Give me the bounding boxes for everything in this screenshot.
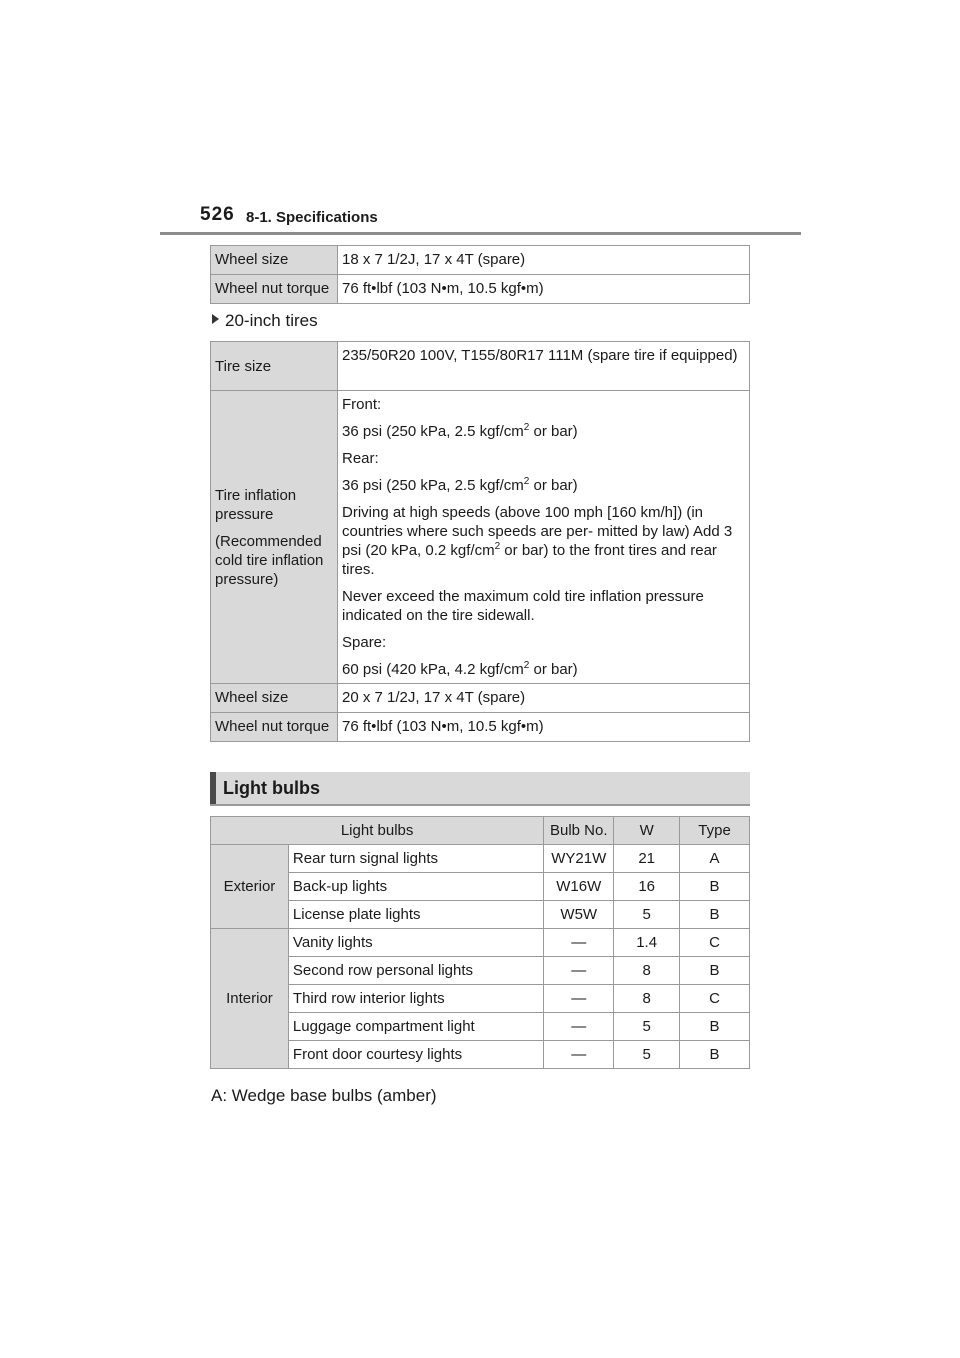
bulb-watts: 1.4 bbox=[614, 929, 680, 957]
bulb-watts: 8 bbox=[614, 985, 680, 1013]
bulb-number: — bbox=[544, 929, 614, 957]
tire-inflation-value bbox=[338, 391, 750, 684]
bulb-type: C bbox=[680, 985, 750, 1013]
high-speed-note: Driving at high speeds (above 100 mph [160 km/h]) (in countries where such speeds are per- mitted by law) Add 3 psi (20 kPa, 0.2 kgf/$cm^2$ or bar) to the front tires and rear tires. bbox=[342, 504, 733, 578]
bulb-name: Front door courtesy lights bbox=[288, 1041, 543, 1069]
group-exterior: Exterior bbox=[211, 845, 289, 929]
tire-inflation-label-line1: Tire inflation pressure bbox=[215, 486, 297, 523]
tire-inflation-label-line2: (Recommended cold tire inflation pressure) bbox=[215, 532, 324, 588]
tires-20-heading bbox=[212, 311, 318, 331]
bulb-name: License plate lights bbox=[288, 901, 543, 929]
wheel-size-label: Wheel size bbox=[211, 684, 338, 713]
bulb-type: B bbox=[680, 1013, 750, 1041]
wheel-nut-torque-value: 76 ft•lbf (103 N•m, 10.5 kgf•m) bbox=[338, 713, 750, 742]
wheel-size-value: 20 x 7 1/2J, 17 x 4T (spare) bbox=[338, 684, 750, 713]
bulb-watts: 16 bbox=[614, 873, 680, 901]
bulb-type: B bbox=[680, 1041, 750, 1069]
table-row bbox=[211, 845, 750, 873]
bulb-name: Third row interior lights bbox=[288, 985, 543, 1013]
section-title: 8-1. Specifications bbox=[246, 209, 378, 226]
bulb-number: WY21W bbox=[544, 845, 614, 873]
bulb-name: Second row personal lights bbox=[288, 957, 543, 985]
bulb-type: C bbox=[680, 929, 750, 957]
rear-pressure: 36 psi (250 kPa, 2.5 kgf/$cm^2$ or bar) bbox=[342, 476, 578, 494]
table-row bbox=[211, 873, 750, 901]
wheel-nut-torque-label: Wheel nut torque bbox=[211, 275, 338, 304]
bulb-watts: 5 bbox=[614, 901, 680, 929]
bulb-watts: 21 bbox=[614, 845, 680, 873]
bulb-type: A bbox=[680, 845, 750, 873]
table-row bbox=[211, 929, 750, 957]
table-row bbox=[211, 684, 750, 713]
table-row bbox=[211, 1041, 750, 1069]
bulb-number: — bbox=[544, 957, 614, 985]
wheel-nut-torque-value: 76 ft•lbf (103 N•m, 10.5 kgf•m) bbox=[338, 275, 750, 304]
bulb-type: B bbox=[680, 873, 750, 901]
col-header-w: W bbox=[614, 817, 680, 845]
col-header-type: Type bbox=[680, 817, 750, 845]
table-row bbox=[211, 342, 750, 391]
bulb-number: — bbox=[544, 1041, 614, 1069]
bulb-watts: 5 bbox=[614, 1013, 680, 1041]
light-bulbs-table bbox=[210, 816, 750, 1069]
table-header-row bbox=[211, 817, 750, 845]
bulb-watts: 5 bbox=[614, 1041, 680, 1069]
table-row bbox=[211, 391, 750, 684]
never-exceed-note: Never exceed the maximum cold tire inflation pressure indicated on the tire sidewall. bbox=[342, 588, 704, 624]
bulb-type: B bbox=[680, 901, 750, 929]
page-number: 526 bbox=[200, 204, 235, 225]
bulb-number: W16W bbox=[544, 873, 614, 901]
front-label: Front: bbox=[342, 396, 382, 413]
col-header-light-bulbs: Light bulbs bbox=[211, 817, 544, 845]
bulb-watts: 8 bbox=[614, 957, 680, 985]
wheel-size-label: Wheel size bbox=[211, 246, 338, 275]
header-rule bbox=[160, 232, 801, 235]
bulb-number: — bbox=[544, 985, 614, 1013]
wheel-spec-table-18 bbox=[210, 245, 750, 304]
table-row bbox=[211, 275, 750, 304]
tire-inflation-label bbox=[211, 391, 338, 684]
bulb-number: W5W bbox=[544, 901, 614, 929]
light-bulbs-heading-text: Light bulbs bbox=[223, 778, 320, 798]
bulb-type: B bbox=[680, 957, 750, 985]
spare-label: Spare: bbox=[342, 634, 387, 651]
rear-label: Rear: bbox=[342, 450, 379, 467]
table-row bbox=[211, 985, 750, 1013]
heading-accent-bar bbox=[210, 772, 216, 804]
table-row bbox=[211, 246, 750, 275]
light-bulbs-section-heading bbox=[210, 772, 750, 806]
col-header-bulb-no: Bulb No. bbox=[544, 817, 614, 845]
table-row bbox=[211, 957, 750, 985]
table-row bbox=[211, 713, 750, 742]
spare-pressure: 60 psi (420 kPa, 4.2 kgf/$cm^2$ or bar) bbox=[342, 660, 578, 678]
bulb-number: — bbox=[544, 1013, 614, 1041]
tire-size-label: Tire size bbox=[211, 342, 338, 391]
wheel-nut-torque-label: Wheel nut torque bbox=[211, 713, 338, 742]
tires-20-heading-text: 20-inch tires bbox=[225, 311, 318, 330]
footnote: A: Wedge base bulbs (amber) bbox=[211, 1086, 437, 1105]
bulb-name: Rear turn signal lights bbox=[288, 845, 543, 873]
table-row bbox=[211, 1013, 750, 1041]
bulb-name: Luggage compartment light bbox=[288, 1013, 543, 1041]
arrow-right-icon bbox=[212, 314, 219, 324]
tire-size-value: 235/50R20 100V, T155/80R17 111M (spare tire if equipped) bbox=[338, 342, 750, 391]
bulb-name: Back-up lights bbox=[288, 873, 543, 901]
wheel-size-value: 18 x 7 1/2J, 17 x 4T (spare) bbox=[338, 246, 750, 275]
tire-spec-table-20 bbox=[210, 341, 750, 742]
bulb-name: Vanity lights bbox=[288, 929, 543, 957]
group-interior: Interior bbox=[211, 929, 289, 1069]
front-pressure: 36 psi (250 kPa, 2.5 kgf/$cm^2$ or bar) bbox=[342, 422, 578, 440]
table-row bbox=[211, 901, 750, 929]
